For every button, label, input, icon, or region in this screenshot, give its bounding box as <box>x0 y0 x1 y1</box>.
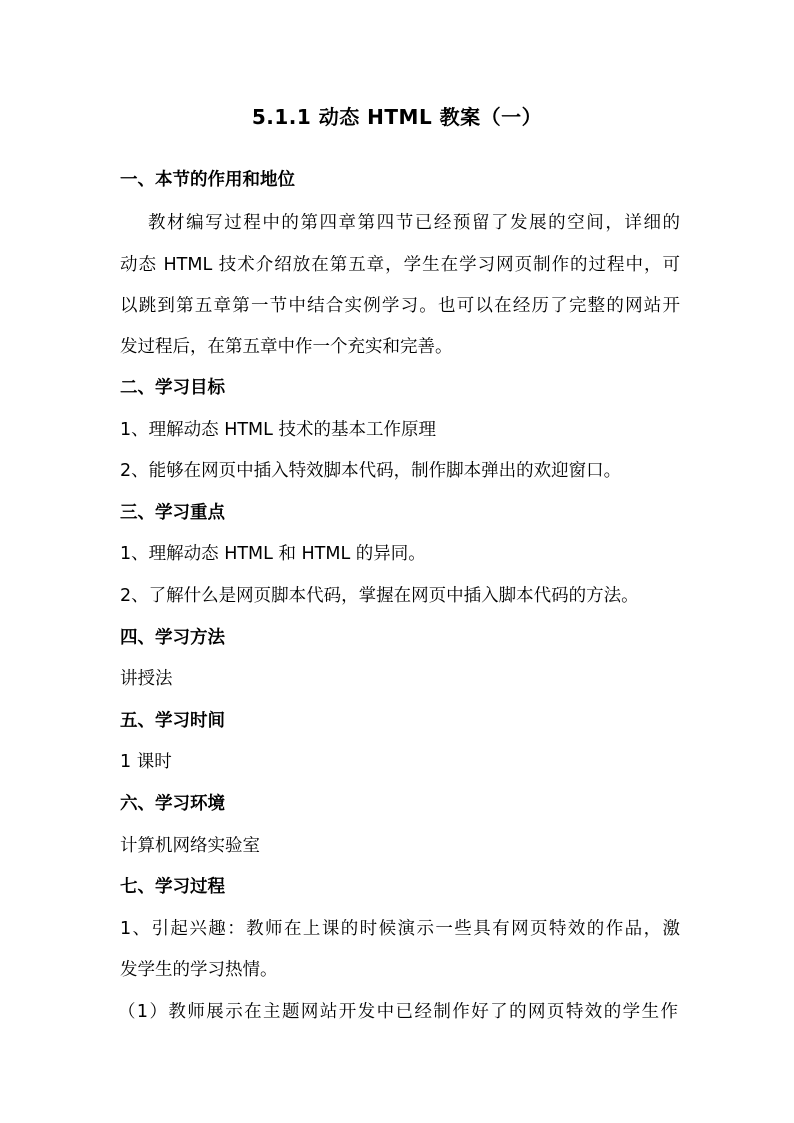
paragraph-line: 发过程后，在第五章中作一个充实和完善。 <box>120 337 453 357</box>
list-item: 1、理解动态 HTML 技术的基本工作原理 <box>120 420 436 440</box>
section-heading: 一、本节的作用和地位 <box>120 170 295 190</box>
paragraph-line: 讲授法 <box>120 669 173 689</box>
paragraph-line: 1 课时 <box>120 752 172 772</box>
paragraph-line: 教材编写过程中的第四章第四节已经预留了发展的空间，详细的 <box>148 213 680 233</box>
paragraph-line: （1）教师展示在主题网站开发中已经制作好了的网页特效的学生作 <box>118 1002 678 1022</box>
paragraph-line: 计算机网络实验室 <box>120 836 260 856</box>
paragraph-line: 动态 HTML 技术介绍放在第五章，学生在学习网页制作的过程中，可 <box>120 255 680 275</box>
paragraph-line: 1、引起兴趣：教师在上课的时候演示一些具有网页特效的作品，激 <box>120 919 680 939</box>
list-item: 2、能够在网页中插入特效脚本代码，制作脚本弹出的欢迎窗口。 <box>120 461 622 481</box>
section-heading: 六、学习环境 <box>120 794 225 814</box>
section-heading: 二、学习目标 <box>120 378 225 398</box>
section-heading: 三、学习重点 <box>120 503 225 523</box>
list-item: 2、了解什么是网页脚本代码，掌握在网页中插入脚本代码的方法。 <box>120 586 639 606</box>
paragraph-line: 以跳到第五章第一节中结合实例学习。也可以在经历了完整的网站开 <box>120 296 680 316</box>
paragraph-line: 发学生的学习热情。 <box>120 960 278 980</box>
section-heading: 五、学习时间 <box>120 711 225 731</box>
document-title: 5.1.1 动态 HTML 教案（一） <box>251 105 543 129</box>
section-heading: 四、学习方法 <box>120 628 225 648</box>
section-heading: 七、学习过程 <box>120 877 225 897</box>
list-item: 1、理解动态 HTML 和 HTML 的异同。 <box>120 544 426 564</box>
